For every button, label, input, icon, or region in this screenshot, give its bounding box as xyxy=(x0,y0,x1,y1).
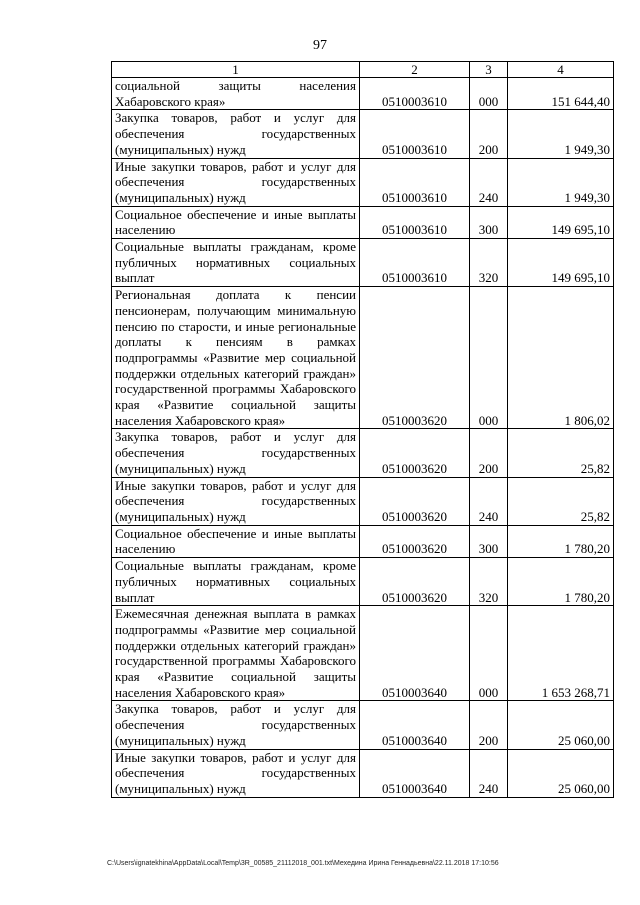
row-code-cell: 0510003640 xyxy=(360,749,470,797)
table-row xyxy=(112,110,614,158)
row-code-cell: 0510003620 xyxy=(360,525,470,557)
row-type-cell: 240 xyxy=(470,158,508,206)
budget-table xyxy=(111,61,614,798)
row-name-cell: Закупка товаров, работ и услуг для обеспечения государственных (муниципальных) нужд xyxy=(112,701,360,749)
row-type-cell: 000 xyxy=(470,78,508,110)
row-code-cell: 0510003620 xyxy=(360,558,470,606)
column-header-2: 2 xyxy=(360,62,470,78)
row-amount-cell: 1 949,30 xyxy=(508,110,614,158)
row-code-cell: 0510003610 xyxy=(360,206,470,238)
row-amount-cell: 25,82 xyxy=(508,429,614,477)
row-code-cell: 0510003610 xyxy=(360,239,470,287)
table-row xyxy=(112,558,614,606)
row-name-cell: Иные закупки товаров, работ и услуг для обеспечения государственных (муниципальных) нужд xyxy=(112,749,360,797)
row-name-cell: Социальное обеспечение и иные выплаты населению xyxy=(112,206,360,238)
row-amount-cell: 25 060,00 xyxy=(508,701,614,749)
row-code-cell: 0510003640 xyxy=(360,606,470,701)
table-row xyxy=(112,287,614,429)
row-code-cell: 0510003610 xyxy=(360,158,470,206)
row-amount-cell: 25,82 xyxy=(508,477,614,525)
table-row xyxy=(112,525,614,557)
row-amount-cell: 1 949,30 xyxy=(508,158,614,206)
table-row xyxy=(112,206,614,238)
row-type-cell: 200 xyxy=(470,701,508,749)
row-type-cell: 320 xyxy=(470,239,508,287)
row-type-cell: 200 xyxy=(470,429,508,477)
row-amount-cell: 151 644,40 xyxy=(508,78,614,110)
row-amount-cell: 1 806,02 xyxy=(508,287,614,429)
table-row xyxy=(112,78,614,110)
table-row xyxy=(112,606,614,701)
row-amount-cell: 25 060,00 xyxy=(508,749,614,797)
row-name-cell: Закупка товаров, работ и услуг для обеспечения государственных (муниципальных) нужд xyxy=(112,429,360,477)
table-row xyxy=(112,158,614,206)
row-amount-cell: 1 653 268,71 xyxy=(508,606,614,701)
row-type-cell: 300 xyxy=(470,525,508,557)
column-header-1: 1 xyxy=(112,62,360,78)
row-name-cell: Социальные выплаты гражданам, кроме публичных нормативных социальных выплат xyxy=(112,558,360,606)
row-name-cell: Закупка товаров, работ и услуг для обеспечения государственных (муниципальных) нужд xyxy=(112,110,360,158)
row-code-cell: 0510003640 xyxy=(360,701,470,749)
row-name-cell: Социальное обеспечение и иные выплаты населению xyxy=(112,525,360,557)
row-type-cell: 240 xyxy=(470,749,508,797)
row-name-cell: Иные закупки товаров, работ и услуг для обеспечения государственных (муниципальных) нужд xyxy=(112,158,360,206)
row-amount-cell: 1 780,20 xyxy=(508,525,614,557)
column-header-4: 4 xyxy=(508,62,614,78)
row-amount-cell: 1 780,20 xyxy=(508,558,614,606)
table-header xyxy=(112,62,614,78)
row-name-cell: Иные закупки товаров, работ и услуг для обеспечения государственных (муниципальных) нужд xyxy=(112,477,360,525)
table-body xyxy=(112,78,614,798)
file-path-footer: C:\Users\ignatekhina\AppData\Local\Temp\3R_00585_21112018_001.txt\Мехедина Ирина Геннадьевна\22.11.2018 17:10:56 xyxy=(107,860,499,867)
row-code-cell: 0510003620 xyxy=(360,287,470,429)
row-type-cell: 000 xyxy=(470,606,508,701)
row-name-cell: социальной защиты населения Хабаровского края» xyxy=(112,78,360,110)
row-type-cell: 000 xyxy=(470,287,508,429)
table-row xyxy=(112,429,614,477)
row-type-cell: 320 xyxy=(470,558,508,606)
row-code-cell: 0510003620 xyxy=(360,429,470,477)
row-name-cell: Ежемесячная денежная выплата в рамках подпрограммы «Развитие мер социальной поддержки отдельных категорий граждан» государственной программы Хабаровского края «Развитие социальной защиты населения Хабаровского края» xyxy=(112,606,360,701)
header-row xyxy=(112,62,614,78)
table-row xyxy=(112,749,614,797)
row-name-cell: Региональная доплата к пенсии пенсионерам, получающим минимальную пенсию по старости, и иные региональные доплаты к пенсиям в рамках подпрограммы «Развитие мер социальной поддержки отдельных категорий граждан» государственной программы Хабаровского края «Развитие социальной защиты населения Хабаровского края» xyxy=(112,287,360,429)
row-code-cell: 0510003610 xyxy=(360,78,470,110)
column-header-3: 3 xyxy=(470,62,508,78)
row-type-cell: 200 xyxy=(470,110,508,158)
page-number: 97 xyxy=(313,38,327,53)
row-type-cell: 300 xyxy=(470,206,508,238)
table-row xyxy=(112,701,614,749)
row-name-cell: Социальные выплаты гражданам, кроме публичных нормативных социальных выплат xyxy=(112,239,360,287)
table-row xyxy=(112,477,614,525)
row-amount-cell: 149 695,10 xyxy=(508,206,614,238)
row-code-cell: 0510003610 xyxy=(360,110,470,158)
row-code-cell: 0510003620 xyxy=(360,477,470,525)
row-type-cell: 240 xyxy=(470,477,508,525)
row-amount-cell: 149 695,10 xyxy=(508,239,614,287)
table-row xyxy=(112,239,614,287)
